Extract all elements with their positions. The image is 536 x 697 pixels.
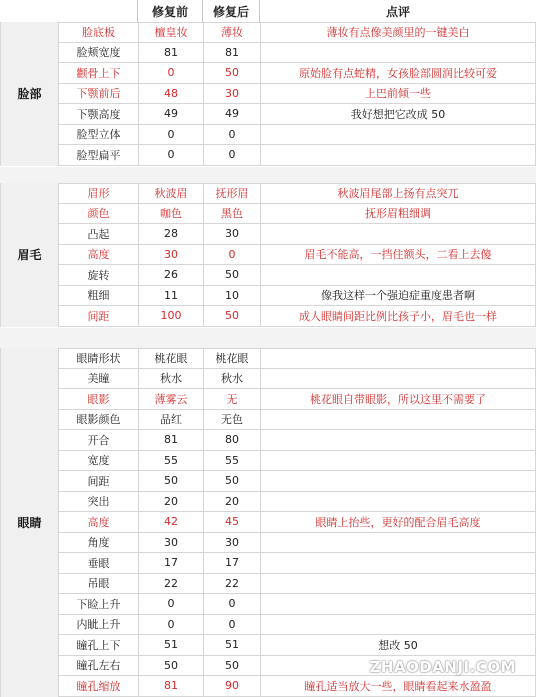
table-row [58, 104, 536, 125]
attr-cell: 角度 [58, 533, 138, 553]
before-cell: 51 [138, 635, 203, 655]
after-cell: 0 [203, 615, 260, 635]
table-row [58, 63, 536, 84]
before-cell: 檀皇妆 [138, 23, 203, 42]
table-row [58, 471, 536, 492]
section-2 [0, 348, 536, 697]
comment-cell: 原始脸有点蛇精，女孩脸部圆润比较可爱 [260, 63, 536, 83]
before-cell: 20 [138, 492, 203, 512]
before-cell: 28 [138, 224, 203, 244]
table-row [58, 615, 536, 636]
after-cell: 无色 [203, 410, 260, 430]
before-cell: 81 [138, 676, 203, 696]
table-header [0, 0, 536, 23]
attr-cell: 粗细 [58, 286, 138, 306]
header-comment: 点评 [385, 4, 410, 19]
comment-cell [260, 349, 536, 368]
after-cell: 30 [203, 84, 260, 104]
attr-cell: 间距 [58, 306, 138, 326]
after-cell: 无 [203, 389, 260, 409]
comment-cell: 桃花眼自带眼影，所以这里不需要了 [260, 389, 536, 409]
attr-cell: 间距 [58, 471, 138, 491]
header-attr-col [58, 0, 138, 22]
comment-cell [260, 265, 536, 285]
after-cell: 81 [203, 43, 260, 63]
before-cell: 26 [138, 265, 203, 285]
attr-cell: 内眦上升 [58, 615, 138, 635]
attr-cell: 脸型立体 [58, 125, 138, 145]
before-cell: 11 [138, 286, 203, 306]
table-row [58, 574, 536, 595]
after-cell: 17 [203, 553, 260, 573]
before-cell: 0 [138, 594, 203, 614]
after-cell: 90 [203, 676, 260, 696]
before-cell: 22 [138, 574, 203, 594]
after-cell: 0 [203, 125, 260, 145]
table-row [58, 410, 536, 431]
attr-cell: 宽度 [58, 451, 138, 471]
section-rows [58, 183, 536, 327]
before-cell: 桃花眼 [138, 349, 203, 368]
header-before: 修复前 [138, 0, 203, 22]
comment-cell [260, 492, 536, 512]
table-row [58, 306, 536, 327]
comment-cell [260, 145, 536, 165]
comment-cell [260, 615, 536, 635]
comment-cell [260, 574, 536, 594]
before-cell: 0 [138, 125, 203, 145]
after-cell: 30 [203, 224, 260, 244]
comment-cell: 瞳孔适当放大一些，眼睛看起来水盈盈 [260, 676, 536, 696]
section-gap [0, 167, 536, 183]
after-cell: 50 [203, 265, 260, 285]
table-row [58, 224, 536, 245]
before-cell: 0 [138, 145, 203, 165]
table-row [58, 43, 536, 64]
attr-cell: 颜色 [58, 204, 138, 224]
comment-cell: 想改 50 [260, 635, 536, 655]
table-row [58, 430, 536, 451]
comment-cell: 我好想把它改成 50 [260, 104, 536, 124]
table-row [58, 389, 536, 410]
before-cell: 48 [138, 84, 203, 104]
after-cell: 秋水 [203, 369, 260, 389]
attr-cell: 美瞳 [58, 369, 138, 389]
after-cell: 0 [203, 145, 260, 165]
before-cell: 49 [138, 104, 203, 124]
attr-cell: 下睑上升 [58, 594, 138, 614]
attr-cell: 瞳孔缩放 [58, 676, 138, 696]
table-row [58, 183, 536, 204]
attr-cell: 颧骨上下 [58, 63, 138, 83]
attr-cell: 开合 [58, 430, 138, 450]
comment-cell [260, 553, 536, 573]
before-cell: 30 [138, 533, 203, 553]
attr-cell: 脸颊宽度 [58, 43, 138, 63]
before-cell: 42 [138, 512, 203, 532]
before-cell: 秋波眉 [138, 184, 203, 203]
attr-cell: 高度 [58, 245, 138, 265]
attr-cell: 眉形 [58, 184, 138, 203]
table-row [58, 348, 536, 369]
after-cell: 30 [203, 533, 260, 553]
table-row [58, 22, 536, 43]
comment-cell: 成人眼睛间距比例比孩子小，眉毛也一样 [260, 306, 536, 326]
attr-cell: 眼影 [58, 389, 138, 409]
table-row [58, 145, 536, 166]
comment-cell [260, 594, 536, 614]
table-row [58, 265, 536, 286]
attr-cell: 眼影颜色 [58, 410, 138, 430]
attr-cell: 吊眼 [58, 574, 138, 594]
before-cell: 咖色 [138, 204, 203, 224]
header-after: 修复后 [203, 0, 260, 22]
after-cell: 49 [203, 104, 260, 124]
comment-cell [260, 125, 536, 145]
before-cell: 50 [138, 471, 203, 491]
attr-cell: 眼睛形状 [58, 349, 138, 368]
before-cell: 30 [138, 245, 203, 265]
before-cell: 81 [138, 43, 203, 63]
attr-cell: 旋转 [58, 265, 138, 285]
after-cell: 薄妆 [203, 23, 260, 42]
after-cell: 0 [203, 594, 260, 614]
after-cell: 桃花眼 [203, 349, 260, 368]
table-row [58, 492, 536, 513]
after-cell: 55 [203, 451, 260, 471]
after-cell: 50 [203, 306, 260, 326]
table-row [58, 286, 536, 307]
after-cell: 黑色 [203, 204, 260, 224]
after-cell: 50 [203, 656, 260, 676]
comment-cell [260, 451, 536, 471]
before-cell: 81 [138, 430, 203, 450]
comment-cell: 眉毛不能高，一挡住额头，二看上去傻 [260, 245, 536, 265]
table-row [58, 594, 536, 615]
attr-cell: 凸起 [58, 224, 138, 244]
attr-cell: 瞳孔左右 [58, 656, 138, 676]
after-cell: 抚形眉 [203, 184, 260, 203]
section-label: 眉毛 [0, 183, 58, 327]
before-cell: 17 [138, 553, 203, 573]
comment-cell [260, 410, 536, 430]
header-section-col [0, 0, 58, 22]
section-label: 脸部 [0, 22, 58, 166]
before-cell: 品红 [138, 410, 203, 430]
table-row [58, 451, 536, 472]
table-row [58, 125, 536, 146]
comment-cell [260, 43, 536, 63]
watermark: ZHAODANJI.COM [369, 658, 516, 676]
before-cell: 秋水 [138, 369, 203, 389]
after-cell: 22 [203, 574, 260, 594]
table-row [58, 512, 536, 533]
before-cell: 0 [138, 615, 203, 635]
section-0 [0, 22, 536, 166]
before-cell: 55 [138, 451, 203, 471]
after-cell: 80 [203, 430, 260, 450]
table-row [58, 84, 536, 105]
attr-cell: 瞳孔上下 [58, 635, 138, 655]
comment-cell [260, 430, 536, 450]
after-cell: 10 [203, 286, 260, 306]
comment-cell: 像我这样一个强迫症重度患者啊 [260, 286, 536, 306]
before-cell: 薄雾云 [138, 389, 203, 409]
after-cell: 51 [203, 635, 260, 655]
table-row [58, 533, 536, 554]
attr-cell: 脸底板 [58, 23, 138, 42]
section-label: 眼睛 [0, 348, 58, 697]
comment-cell [260, 224, 536, 244]
comment-cell: 上巴前倾一些 [260, 84, 536, 104]
after-cell: 0 [203, 245, 260, 265]
table-row [58, 635, 536, 656]
before-cell: 50 [138, 656, 203, 676]
section-gap [0, 328, 536, 348]
attr-cell: 下颚高度 [58, 104, 138, 124]
comment-cell: 眼睛上抬些，更好的配合眉毛高度 [260, 512, 536, 532]
comment-cell [260, 533, 536, 553]
comment-cell: 抚形眉粗细调 [260, 204, 536, 224]
attr-cell: 高度 [58, 512, 138, 532]
after-cell: 50 [203, 471, 260, 491]
comment-cell: 秋波眉尾部上扬有点突兀 [260, 184, 536, 203]
after-cell: 20 [203, 492, 260, 512]
table-row [58, 204, 536, 225]
section-rows [58, 22, 536, 166]
section-rows [58, 348, 536, 697]
before-cell: 100 [138, 306, 203, 326]
attr-cell: 垂眼 [58, 553, 138, 573]
attr-cell: 脸型扁平 [58, 145, 138, 165]
after-cell: 45 [203, 512, 260, 532]
after-cell: 50 [203, 63, 260, 83]
comment-cell [260, 369, 536, 389]
comment-cell [260, 471, 536, 491]
table-row [58, 553, 536, 574]
table-row [58, 676, 536, 697]
table-row [58, 369, 536, 390]
before-cell: 0 [138, 63, 203, 83]
section-1 [0, 183, 536, 327]
comment-cell: 薄妆有点像美颜里的一键美白 [260, 23, 536, 42]
attr-cell: 突出 [58, 492, 138, 512]
attr-cell: 下颚前后 [58, 84, 138, 104]
table-row [58, 245, 536, 266]
